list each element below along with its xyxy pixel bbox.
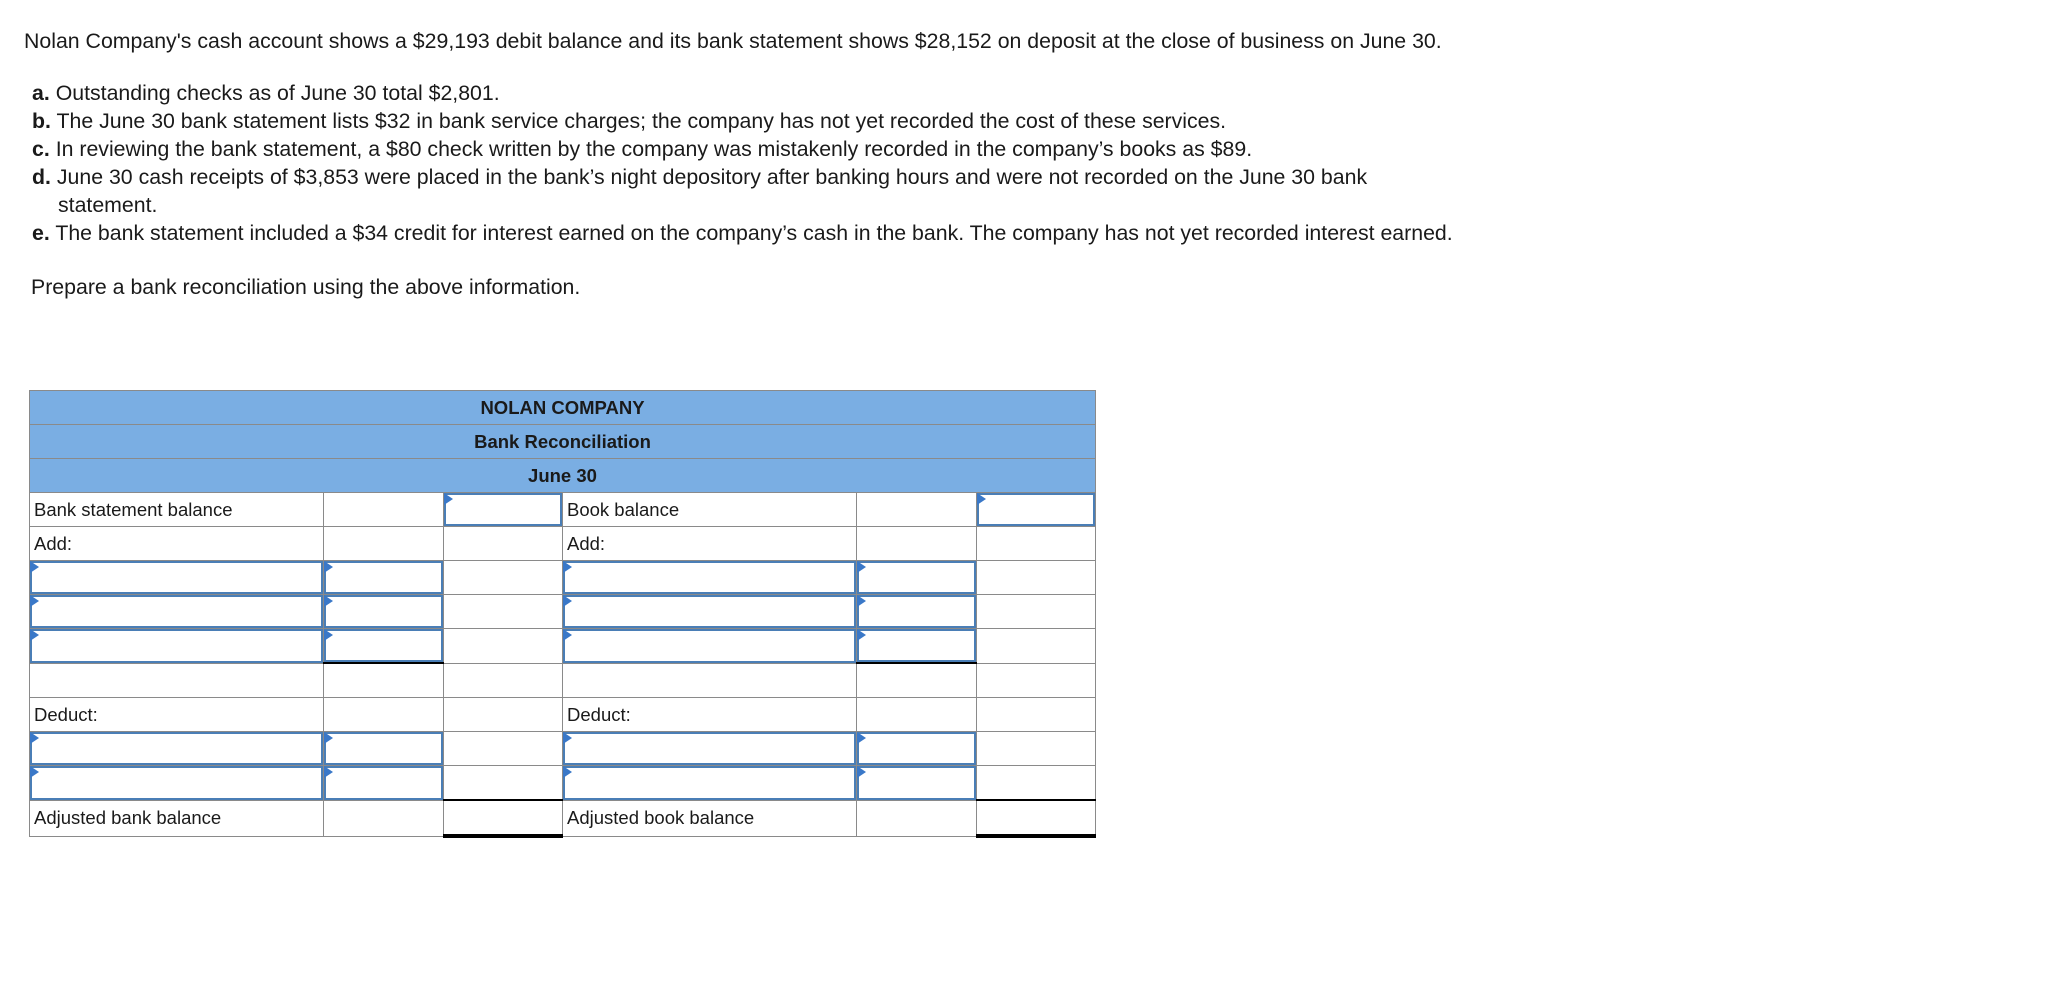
report-date: June 30 — [30, 459, 1096, 493]
empty-cell — [324, 527, 444, 561]
empty-cell — [444, 561, 563, 595]
bank-add-desc-cell — [30, 595, 324, 629]
empty-cell — [977, 732, 1096, 766]
book-add-description-select[interactable] — [563, 629, 856, 663]
bank-add-subtotal-cell — [324, 663, 444, 698]
adjusted-bank-balance-label: Adjusted bank balance — [30, 800, 324, 836]
book-add-description-select[interactable] — [563, 561, 856, 594]
book-deduct-desc-cell — [563, 766, 857, 801]
adjusted-book-balance-cell — [977, 800, 1096, 836]
bank-balance-input[interactable] — [444, 493, 562, 526]
book-add-label: Add: — [563, 527, 857, 561]
bank-deduct-desc-cell — [30, 766, 324, 801]
book-add-desc-cell — [563, 629, 857, 664]
book-balance-input[interactable] — [977, 493, 1095, 526]
list-item: b. The June 30 bank statement lists $32 in bank service charges; the company has not yet recorded the cost of these services. — [32, 109, 1227, 133]
empty-cell — [444, 663, 563, 698]
bank-balance-label: Bank statement balance — [30, 493, 324, 527]
bank-add-amount-cell — [324, 561, 444, 595]
bank-add-amount-input[interactable] — [324, 561, 443, 594]
book-deduct-amount-cell — [857, 766, 977, 801]
empty-cell — [977, 561, 1096, 595]
bank-deduct-amount-cell — [324, 766, 444, 801]
empty-cell — [977, 766, 1096, 801]
bank-add-description-select[interactable] — [30, 595, 323, 628]
bank-deduct-description-select[interactable] — [30, 766, 323, 800]
bank-reconciliation-table — [29, 390, 1096, 838]
bank-add-amount-input[interactable] — [324, 595, 443, 628]
bank-add-description-select[interactable] — [30, 629, 323, 663]
bank-add-description-select[interactable] — [30, 561, 323, 594]
empty-cell — [324, 800, 444, 836]
book-balance-cell — [977, 493, 1096, 527]
empty-cell — [324, 493, 444, 527]
problem-statement — [24, 27, 1464, 301]
report-title: Bank Reconciliation — [30, 425, 1096, 459]
bank-balance-cell — [444, 493, 563, 527]
list-item: a. Outstanding checks as of June 30 total $2,801. — [32, 81, 500, 105]
empty-cell — [444, 698, 563, 732]
book-add-desc-cell — [563, 595, 857, 629]
empty-cell — [444, 732, 563, 766]
bank-add-desc-cell — [30, 629, 324, 664]
empty-cell — [444, 629, 563, 664]
book-add-amount-input[interactable] — [857, 595, 976, 628]
book-add-subtotal-cell — [857, 663, 977, 698]
empty-cell — [977, 698, 1096, 732]
bank-deduct-label: Deduct: — [30, 698, 324, 732]
adjusted-bank-balance-cell — [444, 800, 563, 836]
problem-items — [24, 79, 1464, 247]
book-add-amount-cell — [857, 595, 977, 629]
bank-deduct-amount-cell — [324, 732, 444, 766]
empty-cell — [857, 800, 977, 836]
empty-cell — [857, 527, 977, 561]
bank-deduct-description-select[interactable] — [30, 732, 323, 765]
empty-cell — [977, 629, 1096, 664]
empty-cell — [857, 493, 977, 527]
empty-cell — [977, 527, 1096, 561]
problem-intro: Nolan Company's cash account shows a $29,193 debit balance and its bank statement shows $28,152 on deposit at the close of business on June 30. — [24, 29, 1442, 53]
adjusted-book-balance-label: Adjusted book balance — [563, 800, 857, 836]
list-item: c. In reviewing the bank statement, a $80 check written by the company was mistakenly recorded in the company’s books as $89. — [32, 137, 1253, 161]
book-deduct-amount-cell — [857, 732, 977, 766]
book-deduct-amount-input[interactable] — [857, 766, 976, 800]
book-add-amount-cell — [857, 561, 977, 595]
bank-add-amount-cell — [324, 595, 444, 629]
bank-deduct-amount-input[interactable] — [324, 732, 443, 765]
empty-cell — [563, 663, 857, 698]
list-item: d. June 30 cash receipts of $3,853 were placed in the bank’s night depository after banking hours and were not recorded on the June 30 bank statement. — [32, 165, 1368, 217]
bank-add-amount-input[interactable] — [324, 629, 443, 662]
empty-cell — [977, 663, 1096, 698]
empty-cell — [977, 595, 1096, 629]
book-deduct-description-select[interactable] — [563, 732, 856, 765]
empty-cell — [444, 595, 563, 629]
empty-cell — [324, 698, 444, 732]
book-add-desc-cell — [563, 561, 857, 595]
company-name: NOLAN COMPANY — [30, 391, 1096, 425]
book-deduct-label: Deduct: — [563, 698, 857, 732]
book-deduct-amount-input[interactable] — [857, 732, 976, 765]
book-deduct-description-select[interactable] — [563, 766, 856, 800]
book-add-amount-cell — [857, 629, 977, 664]
book-balance-label: Book balance — [563, 493, 857, 527]
bank-deduct-amount-input[interactable] — [324, 766, 443, 800]
problem-instruction: Prepare a bank reconciliation using the above information. — [31, 275, 581, 299]
bank-add-label: Add: — [30, 527, 324, 561]
book-add-amount-input[interactable] — [857, 629, 976, 662]
list-item: e. The bank statement included a $34 credit for interest earned on the company’s cash in the bank. The company has not yet recorded interest earned. — [32, 221, 1453, 245]
empty-cell — [857, 698, 977, 732]
empty-cell — [30, 663, 324, 698]
bank-add-desc-cell — [30, 561, 324, 595]
book-add-description-select[interactable] — [563, 595, 856, 628]
book-add-amount-input[interactable] — [857, 561, 976, 594]
empty-cell — [444, 766, 563, 801]
empty-cell — [444, 527, 563, 561]
bank-add-amount-cell — [324, 629, 444, 664]
bank-deduct-desc-cell — [30, 732, 324, 766]
book-deduct-desc-cell — [563, 732, 857, 766]
